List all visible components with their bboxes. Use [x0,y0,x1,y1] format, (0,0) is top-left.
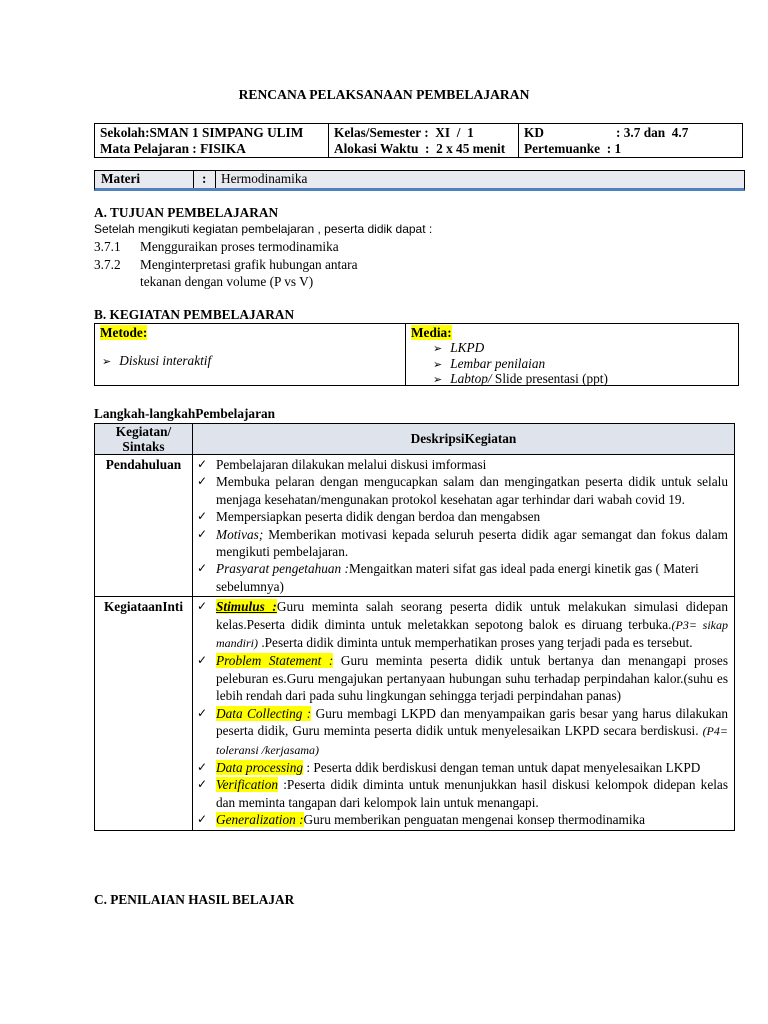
media-item-text: Slide presentasi (ppt) [491,371,608,386]
item-text: Mempersiapkan peserta didik dengan berdoa dan mengabsen [216,509,541,525]
checkmark-icon: ✓ [197,759,208,774]
arrow-bullet-icon: ➢ [102,355,112,368]
objectives-list [94,238,394,291]
verification-label: Verification [216,777,279,793]
problem-statement-label: Problem Statement : [216,653,334,669]
list-item [197,526,728,561]
media-item-text: Lembar penilaian [450,355,546,371]
media-item-text: Labtop/ [450,371,492,386]
checkmark-icon: ✓ [197,561,208,576]
method-item [95,341,405,370]
checkmark-icon: ✓ [197,509,208,524]
list-item [197,705,728,759]
inti-items [193,597,735,830]
list-item [197,508,728,525]
item-text: Mengaitkan materi sifat gas ideal pada energi kinetik gas ( Materi sebelumnya) [216,561,699,594]
learning-steps-table [94,423,735,831]
objective-item [94,256,394,274]
steps-caption: Langkah-langkahPembelajaran [94,406,276,421]
list-item [197,473,728,508]
data-processing-label: Data processing [216,759,304,775]
materi-value: Hermodinamika [221,171,308,186]
method-colon: : [142,325,148,340]
method-label: Metode [100,325,143,340]
stimulus-label: Stimulus : [216,599,277,615]
school-name: Sekolah:SMAN 1 SIMPANG ULIM [100,125,304,140]
method-media-table [94,323,739,386]
method-item-text: Diskusi interaktif [119,353,212,368]
checkmark-icon: ✓ [197,526,208,541]
divider [215,171,216,188]
item-note: (P3= sikap mandiri) [216,617,728,651]
time-allocation: Alokasi Waktu : 2 x 45 menit [334,141,506,156]
data-collecting-label: Data Collecting : [216,705,312,721]
section-a-heading: A. TUJUAN PEMBELAJARAN [94,205,279,220]
item-text: .Peserta didik diminta untuk memperhatikan proses yang terjadi pada es tersebut. [258,635,693,651]
list-item [197,560,728,595]
kd-value: : 3.7 dan 4.7 [616,125,689,140]
arrow-bullet-icon: ➢ [433,373,443,386]
materi-label: Materi [101,171,141,186]
list-item [197,598,728,652]
arrow-bullet-icon: ➢ [433,342,443,355]
objective-text: Mengguraikan proses termodinamika [140,239,339,254]
item-text: Guru memberikan penguatan mengenai konsep thermodinamika [303,812,646,828]
arrow-bullet-icon: ➢ [433,357,443,371]
media-column [406,324,736,385]
divider [193,171,194,188]
page-title: RENCANA PELAKSANAAN PEMBELAJARAN [238,87,530,102]
objective-item [94,273,394,291]
subject: Mata Pelajaran : FISIKA [100,141,246,156]
materi-row [94,170,745,191]
media-item-text: LKPD [450,340,485,355]
media-colon: : [447,325,452,340]
checkmark-icon: ✓ [197,777,208,792]
list-item [197,652,728,704]
item-label: Prasyarat pengetahuan : [216,561,349,577]
item-note: (P4= toleransi /kerjasama) [216,724,728,757]
item-text: Guru membagi LKPD dan menyampaikan garis besar yang harus dilakukan peserta didik, Guru meminta peserta didik untuk menyelesaikan LKPD secara berdiskusi. [216,705,728,739]
item-text: Guru meminta salah seorang peserta didik untuk melakukan simulasi didepan kelas.Peserta didik diminta untuk meletakkan sepotong balok es diruang terbuka. [216,599,728,632]
item-text: Memberikan motivasi kepada seluruh peserta didik agar semangat dan fokus dalam mengikuti pembelajaran. [216,526,728,560]
objective-text: tekanan dengan volume (P vs V) [140,274,314,289]
materi-colon: : [202,171,207,186]
school-info-table [94,123,743,158]
section-b-heading: B. KEGIATAN PEMBELAJARAN [94,307,295,322]
list-item [197,776,728,811]
column-header-activity: Kegiatan/ Sintaks [95,424,193,455]
media-label: Media [411,325,448,340]
checkmark-icon: ✓ [197,474,208,489]
objective-item [94,238,394,256]
objectives-intro: Setelah mengikuti kegiatan pembelajaran , peserta didik dapat : [94,222,433,236]
checkmark-icon: ✓ [197,705,208,720]
column-header-description: DeskripsiKegiatan [193,424,735,455]
pendahuluan-items [193,455,735,597]
checkmark-icon: ✓ [197,457,208,471]
phase-label-pendahuluan: Pendahuluan [95,455,193,597]
objective-number: 3.7.1 [94,239,121,254]
item-text: Guru meminta peserta didik untuk bertanya dan menangapi proses peleburan es.Guru mengajukan pertanyaan hubungan suhu terhadap perpindahan kalor.(suhu es lebih rendah dari pada suhu lingkungan sehingga terjadi perpindahan panas) [216,653,729,704]
media-item [406,341,736,357]
section-c-heading: C. PENILAIAN HASIL BELAJAR [94,892,295,907]
objective-text: Menginterpretasi grafik hubungan antara [140,256,358,272]
list-item [197,456,728,473]
item-text: :Peserta didik diminta untuk menunjukkan hasil diskusi kelompok didepan kelas dan meminta tangapan dari kelompok lain untuk menangapi. [216,777,728,810]
phase-label-inti: KegiataanInti [95,597,193,830]
item-text: Membuka pelaran dengan mengucapkan salam dan mengingatkan peserta didik untuk selalu menjaga kesehatan/mengunakan protokol kesehatan agar terhindar dari wabah covid 19. [216,474,728,507]
generalization-label: Generalization : [216,812,304,828]
meeting-number: Pertemuanke : 1 [524,141,622,156]
item-text: Pembelajaran dilakukan melalui diskusi imformasi [216,457,487,472]
list-item [197,811,728,828]
class-semester: Kelas/Semester : XI / 1 [334,125,474,140]
kd-label: KD [524,125,544,140]
objective-number [94,273,140,291]
checkmark-icon: ✓ [197,653,208,668]
list-item [197,759,728,776]
checkmark-icon: ✓ [197,812,208,827]
objective-number: 3.7.2 [94,256,121,272]
media-item [406,372,736,388]
method-column [95,324,405,385]
item-label: Motivas; [216,526,264,542]
media-item [406,357,736,373]
item-text: : Peserta ddik berdiskusi dengan teman untuk dapat menyelesaikan LKPD [303,759,701,775]
checkmark-icon: ✓ [197,599,208,614]
